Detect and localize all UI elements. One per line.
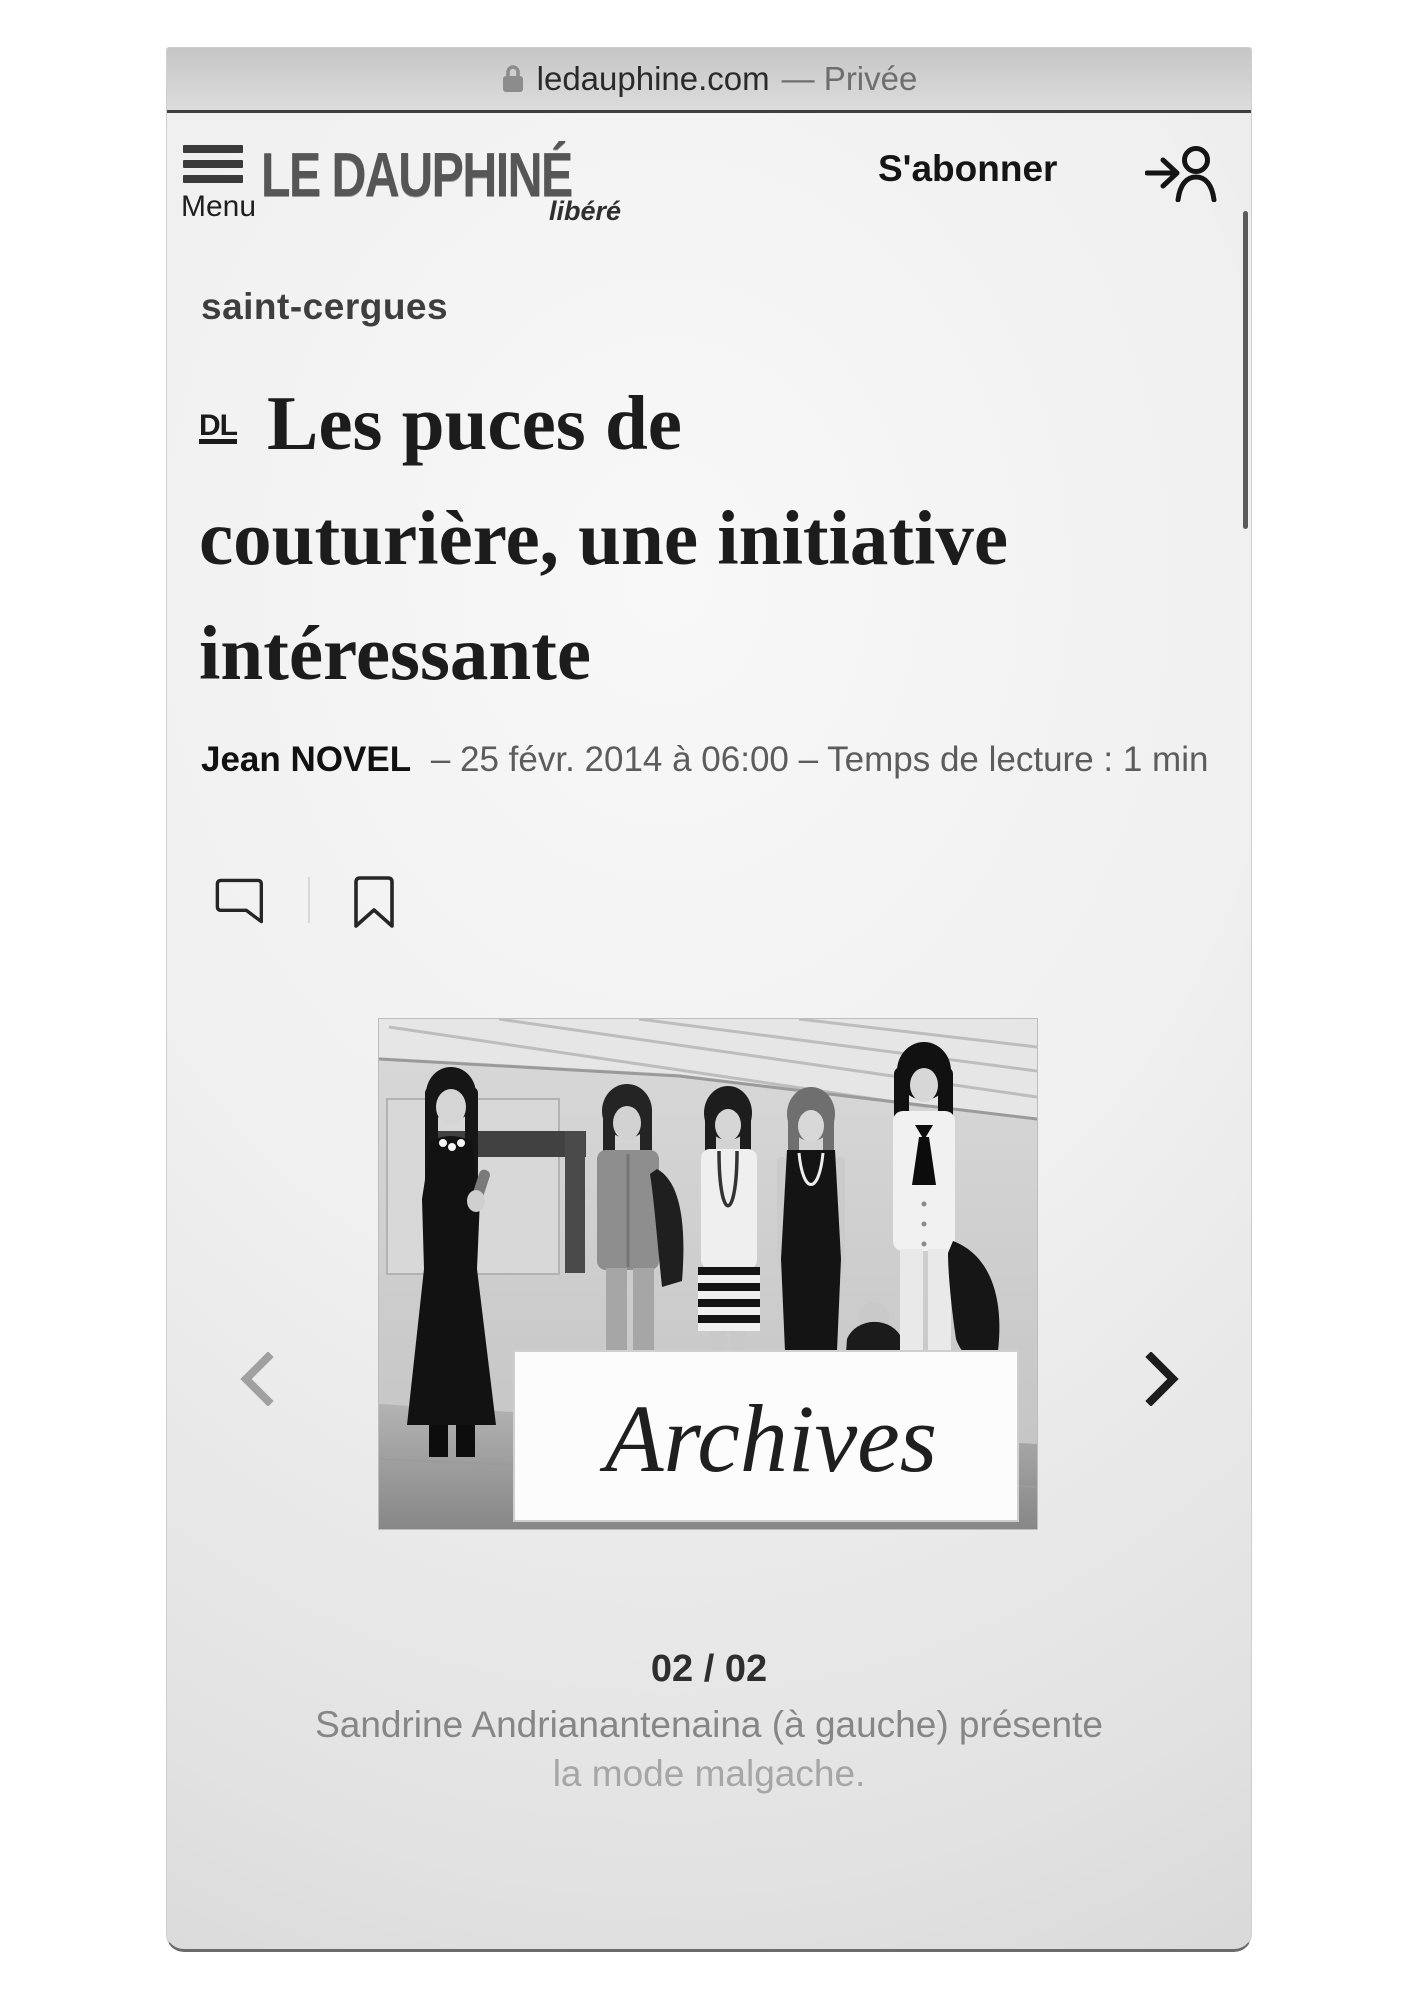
archive-photo-illustration (379, 1019, 1037, 1529)
caption-line-2: la mode malgache. (552, 1753, 866, 1794)
carousel-next-button[interactable] (1142, 1352, 1182, 1406)
menu-label: Menu (181, 190, 257, 223)
private-mode-label: — Privée (781, 60, 918, 97)
archives-watermark-text: Archives (604, 1385, 938, 1492)
article-actions (208, 873, 398, 931)
lock-icon (501, 63, 525, 95)
title-line-2: couturière, une initiative (199, 495, 1009, 581)
publish-meta: – 25 févr. 2014 à 06:00 – Temps de lecture : 1 min (430, 740, 1209, 779)
subscribe-button[interactable]: S'abonner (878, 148, 1058, 189)
menu-button[interactable] (181, 145, 271, 224)
article-title (199, 366, 1215, 711)
title-line-3: intéressante (199, 610, 592, 696)
author-name: Jean NOVEL (201, 740, 412, 779)
chevron-left-icon (237, 1352, 277, 1406)
page-scrollbar[interactable] (1243, 211, 1248, 529)
phone-screen (166, 47, 1252, 1952)
chevron-right-icon (1142, 1352, 1182, 1406)
browser-address-bar[interactable] (167, 48, 1251, 113)
bookmark-button[interactable] (350, 873, 398, 931)
login-button[interactable] (1145, 144, 1219, 202)
hamburger-icon (183, 145, 243, 183)
photo-caption (217, 1700, 1201, 1798)
carousel-prev-button[interactable] (237, 1352, 277, 1406)
article-category[interactable]: saint-cergues (201, 286, 449, 327)
login-person-arrow-icon (1145, 144, 1219, 202)
action-divider (308, 877, 310, 923)
url-text: ledauphine.com (536, 60, 770, 97)
caption-line-1: Sandrine Andrianantenaina (à gauche) présente (315, 1704, 1103, 1745)
carousel-pagination: 02 / 02 (650, 1648, 768, 1690)
archives-watermark-banner (514, 1351, 1018, 1521)
dl-brand-mark: DL (199, 409, 237, 442)
title-line-1: DL Les puces de (199, 380, 682, 466)
comments-button[interactable] (208, 873, 266, 929)
logo-wordmark: LE DAUPHINÉ (261, 141, 572, 210)
site-logo[interactable] (261, 140, 681, 226)
article-byline (201, 740, 1208, 780)
article-photo[interactable] (379, 1019, 1037, 1529)
logo-tagline: libéré (548, 196, 621, 226)
